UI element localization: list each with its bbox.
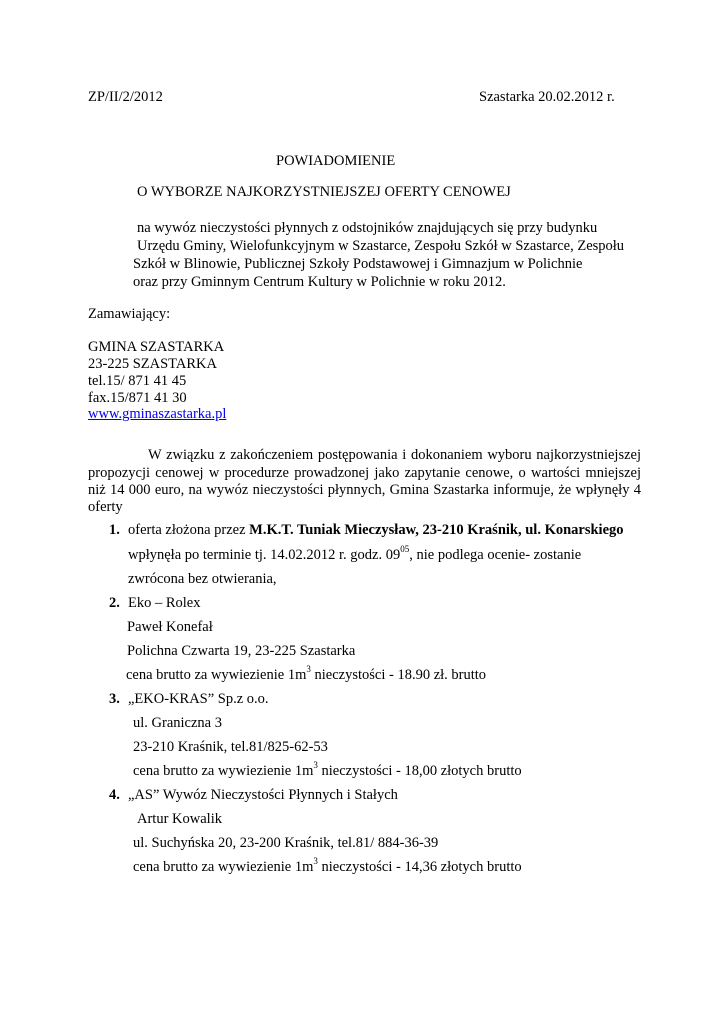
place-and-date: Szastarka 20.02.2012 r.: [479, 89, 615, 105]
offer-3-price: [133, 762, 522, 780]
buyer-phone: tel.15/ 871 41 45: [88, 373, 187, 389]
offer-1-received-late: wpłynęła po terminie tj. 14.02.2012 r. godz. 09: [128, 547, 401, 563]
offer-1-not-evaluated: , nie podlega ocenie- zostanie: [409, 547, 582, 563]
offer-3-cubic: 3: [313, 760, 318, 771]
offer-2-price-value: nieczystości - 18.90 zł. brutto: [310, 667, 487, 683]
body-line-3: niż 14 000 euro, na wywóz nieczystości płynnych, Gmina Szastarka informuje, że wpłynęły 4: [88, 482, 641, 498]
body-line-1: W związku z zakończeniem postępowania i dokonaniem wyboru najkorzystniejszej: [148, 447, 641, 463]
offer-2-price: [126, 666, 486, 684]
document-reference: ZP/II/2/2012: [88, 89, 163, 105]
offer-2-person: Paweł Konefał: [127, 619, 213, 635]
subject-line-3: Szkół w Blinowie, Publicznej Szkoły Podstawowej i Gimnazjum w Polichnie: [133, 256, 583, 272]
offer-3-number: 3.: [109, 691, 120, 707]
offer-1-line-2: [128, 546, 581, 564]
offer-4-address-phone: ul. Suchyńska 20, 23-200 Kraśnik, tel.81/ 884-36-39: [133, 835, 439, 851]
offer-2-number: 2.: [109, 595, 120, 611]
buyer-label: Zamawiający:: [88, 306, 171, 322]
offer-2-address: Polichna Czwarta 19, 23-225 Szastarka: [127, 643, 356, 659]
offer-4-price-value: nieczystości - 14,36 złotych brutto: [317, 859, 522, 875]
offer-1-line-1: [128, 521, 624, 539]
offer-4-company: „AS” Wywóz Nieczystości Płynnych i Stałych: [128, 787, 398, 803]
offer-2-price-label: cena brutto za wywiezienie 1m: [126, 667, 307, 683]
body-line-4: oferty: [88, 499, 123, 515]
offer-4-number: 4.: [109, 787, 120, 803]
body-line-2: propozycji cenowej w procedurze prowadzonej jako zapytanie cenowe, o wartości mniejszej: [88, 465, 641, 481]
offer-3-company: „EKO-KRAS” Sp.z o.o.: [128, 691, 269, 707]
offer-1-intro: oferta złożona przez: [128, 522, 246, 538]
buyer-website-link[interactable]: www.gminaszastarka.pl: [88, 406, 227, 422]
offer-1-company: M.K.T. Tuniak Mieczysław, 23-210 Kraśnik, ul. Konarskiego: [249, 522, 624, 538]
subject-line-1: na wywóz nieczystości płynnych z odstojników znajdujących się przy budynku: [137, 220, 598, 236]
offer-4-person: Artur Kowalik: [137, 811, 222, 827]
offer-2-cubic: 3: [306, 664, 311, 675]
offer-3-city-phone: 23-210 Kraśnik, tel.81/825-62-53: [133, 739, 328, 755]
offer-1-number: 1.: [109, 522, 120, 538]
document-title: POWIADOMIENIE: [276, 153, 396, 169]
offer-3-price-label: cena brutto za wywiezienie 1m: [133, 763, 314, 779]
subject-line-4: oraz przy Gminnym Centrum Kultury w Polichnie w roku 2012.: [133, 274, 506, 290]
buyer-name: GMINA SZASTARKA: [88, 339, 225, 355]
offer-2-company: Eko – Rolex: [128, 595, 201, 611]
offer-1-line-3: zwrócona bez otwierania,: [128, 571, 277, 587]
buyer-fax: fax.15/871 41 30: [88, 390, 187, 406]
offer-3-price-value: nieczystości - 18,00 złotych brutto: [317, 763, 522, 779]
offer-4-cubic: 3: [313, 856, 318, 867]
offer-1-minutes: 05: [400, 544, 410, 555]
offer-4-price-label: cena brutto za wywiezienie 1m: [133, 859, 314, 875]
subject-line-2: Urzędu Gminy, Wielofunkcyjnym w Szastarce, Zespołu Szkół w Szastarce, Zespołu: [137, 238, 625, 254]
buyer-address: 23-225 SZASTARKA: [88, 356, 217, 372]
offer-4-price: [133, 858, 522, 876]
offer-3-street: ul. Graniczna 3: [133, 715, 222, 731]
document-subtitle: O WYBORZE NAJKORZYSTNIEJSZEJ OFERTY CENOWEJ: [137, 184, 511, 200]
